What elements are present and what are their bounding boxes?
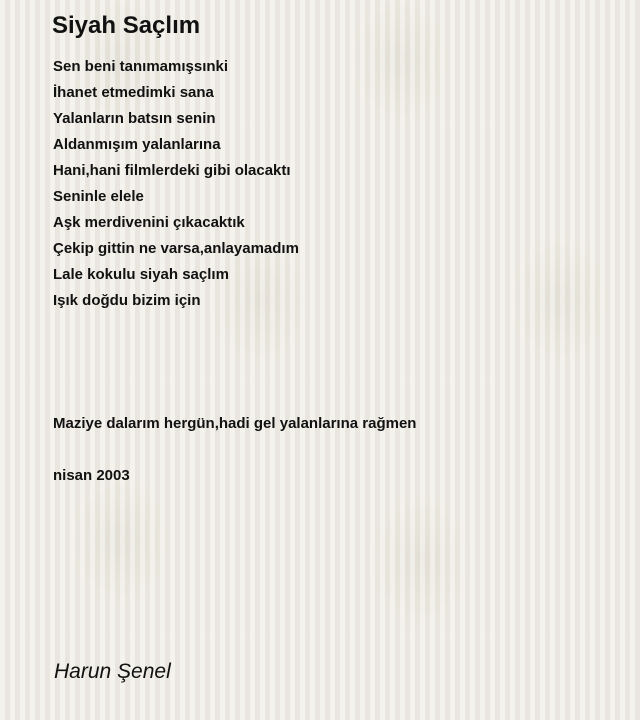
poem-line: Hani,hani filmlerdeki gibi olacaktı <box>53 162 291 179</box>
poem-line: Lale kokulu siyah saçlım <box>53 266 229 283</box>
poem-line: Yalanların batsın senin <box>53 110 216 127</box>
poem-line: Aldanmışım yalanlarına <box>53 136 221 153</box>
poem-line: İhanet etmedimki sana <box>53 84 214 101</box>
poem-closing-line: Maziye dalarım hergün,hadi gel yalanlarına rağmen <box>53 415 417 432</box>
poem-title: Siyah Saçlım <box>52 12 201 39</box>
poem-stanza <box>53 54 299 314</box>
poem-date: nisan 2003 <box>53 467 130 484</box>
poem-author: Harun Şenel <box>54 660 171 683</box>
poem-line: Işık doğdu bizim için <box>53 292 201 309</box>
poem-line: Çekip gittin ne varsa,anlayamadım <box>53 240 299 257</box>
poem-line: Sen beni tanımamışsınki <box>53 58 229 75</box>
poem-line: Aşk merdivenini çıkacaktık <box>53 214 245 231</box>
poem-line: Seninle elele <box>53 188 144 205</box>
